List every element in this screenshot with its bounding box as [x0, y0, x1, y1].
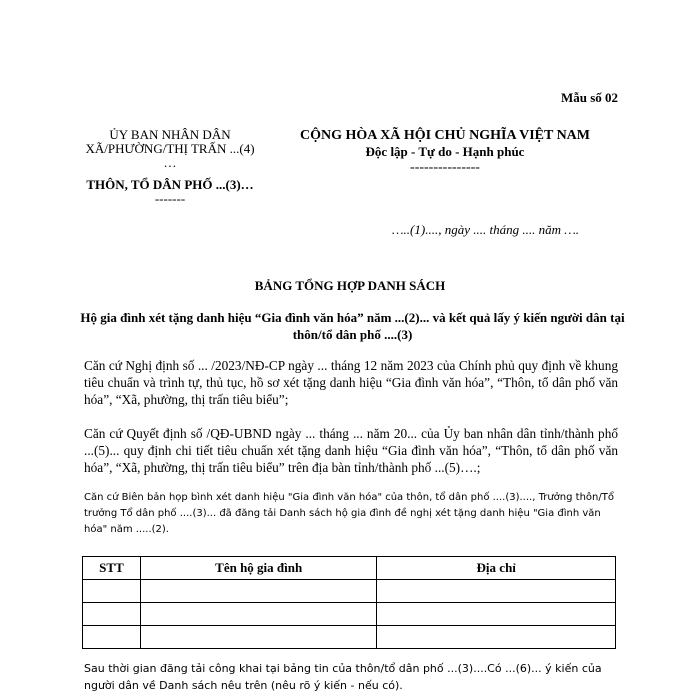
table-cell — [140, 626, 377, 649]
national-dashes: --------------- — [410, 160, 480, 175]
authority-dashes: ------- — [154, 191, 186, 206]
table-row — [83, 626, 616, 649]
header-household-name: Tên hộ gia đình — [140, 557, 377, 580]
table-cell — [377, 603, 616, 626]
national-motto: Độc lập - Tự do - Hạnh phúc — [365, 144, 525, 159]
national-title-block — [290, 128, 600, 176]
authority-line-3: … — [163, 155, 177, 170]
document-subtitle: Hộ gia đình xét tặng danh hiệu “Gia đình văn hóa” năm ...(2)... và kết quả lấy ý kiến người dân tại thôn/tổ dân phố ....(3) — [80, 310, 625, 342]
form-number: Mẫu số 02 — [560, 90, 618, 105]
household-table — [82, 556, 616, 649]
date-line: …..(1)...., ngày .... tháng .... năm …. — [392, 222, 580, 237]
paragraph-decree: Căn cứ Nghị định số ... /2023/NĐ-CP ngày ... tháng 12 năm 2023 của Chính phủ quy định về khung tiêu chuẩn và trình tự, thủ tục, hồ sơ xét tặng danh hiệu “Gia đình văn hóa”, “Thôn, tổ dân phố văn hóa”, “Xã, phường, thị trấn tiêu biểu”; — [84, 358, 618, 407]
table-row — [83, 603, 616, 626]
header-stt: STT — [83, 557, 141, 580]
table-cell — [83, 603, 141, 626]
table-cell — [377, 580, 616, 603]
issuing-authority-block — [60, 128, 280, 206]
table-cell — [377, 626, 616, 649]
table-cell — [83, 626, 141, 649]
table-cell — [140, 603, 377, 626]
table-header-row — [83, 557, 616, 580]
authority-line-1: ỦY BAN NHÂN DÂN — [109, 127, 231, 142]
header-address: Địa chỉ — [377, 557, 616, 580]
paragraph-decision: Căn cứ Quyết định số /QĐ-UBND ngày ... tháng ... năm 20... của Ủy ban nhân dân tỉnh/thành phố ...(5)... quy định chi tiết tiêu chuẩn xét tặng danh hiệu “Gia đình văn hóa”, “Thôn, tổ dân phố văn hóa”, “Xã, phường, thị trấn tiêu biểu” trên địa bàn tỉnh/thành phố ...(5)….; — [84, 426, 618, 475]
national-title: CỘNG HÒA XÃ HỘI CHỦ NGHĨA VIỆT NAM — [299, 128, 590, 143]
paragraph-minutes: Căn cứ Biên bản họp bình xét danh hiệu "Gia đình văn hóa" của thôn, tổ dân phố ....(3)...., Trưởng thôn/Tổ trưởng Tổ dân phố ....(3)... đã đăng tải Danh sách hộ gia đình đề nghị xét tặng danh hiệu "Gia đình văn hóa" năm .....(2). — [84, 492, 614, 535]
authority-line-4: THÔN, TỔ DÂN PHỐ ...(3)… — [86, 177, 254, 192]
table-row — [83, 580, 616, 603]
paragraph-public-comments: Sau thời gian đăng tải công khai tại bảng tin của thôn/tổ dân phố ...(3)....Có ...(6)... ý kiến của người dân về Danh sách nêu trên (nêu rõ ý kiến - nếu có). — [84, 662, 602, 692]
authority-line-2: XÃ/PHƯỜNG/THỊ TRẤN ...(4) — [85, 141, 255, 156]
table-cell — [140, 580, 377, 603]
table-cell — [83, 580, 141, 603]
document-title: BẢNG TỔNG HỢP DANH SÁCH — [254, 278, 446, 293]
